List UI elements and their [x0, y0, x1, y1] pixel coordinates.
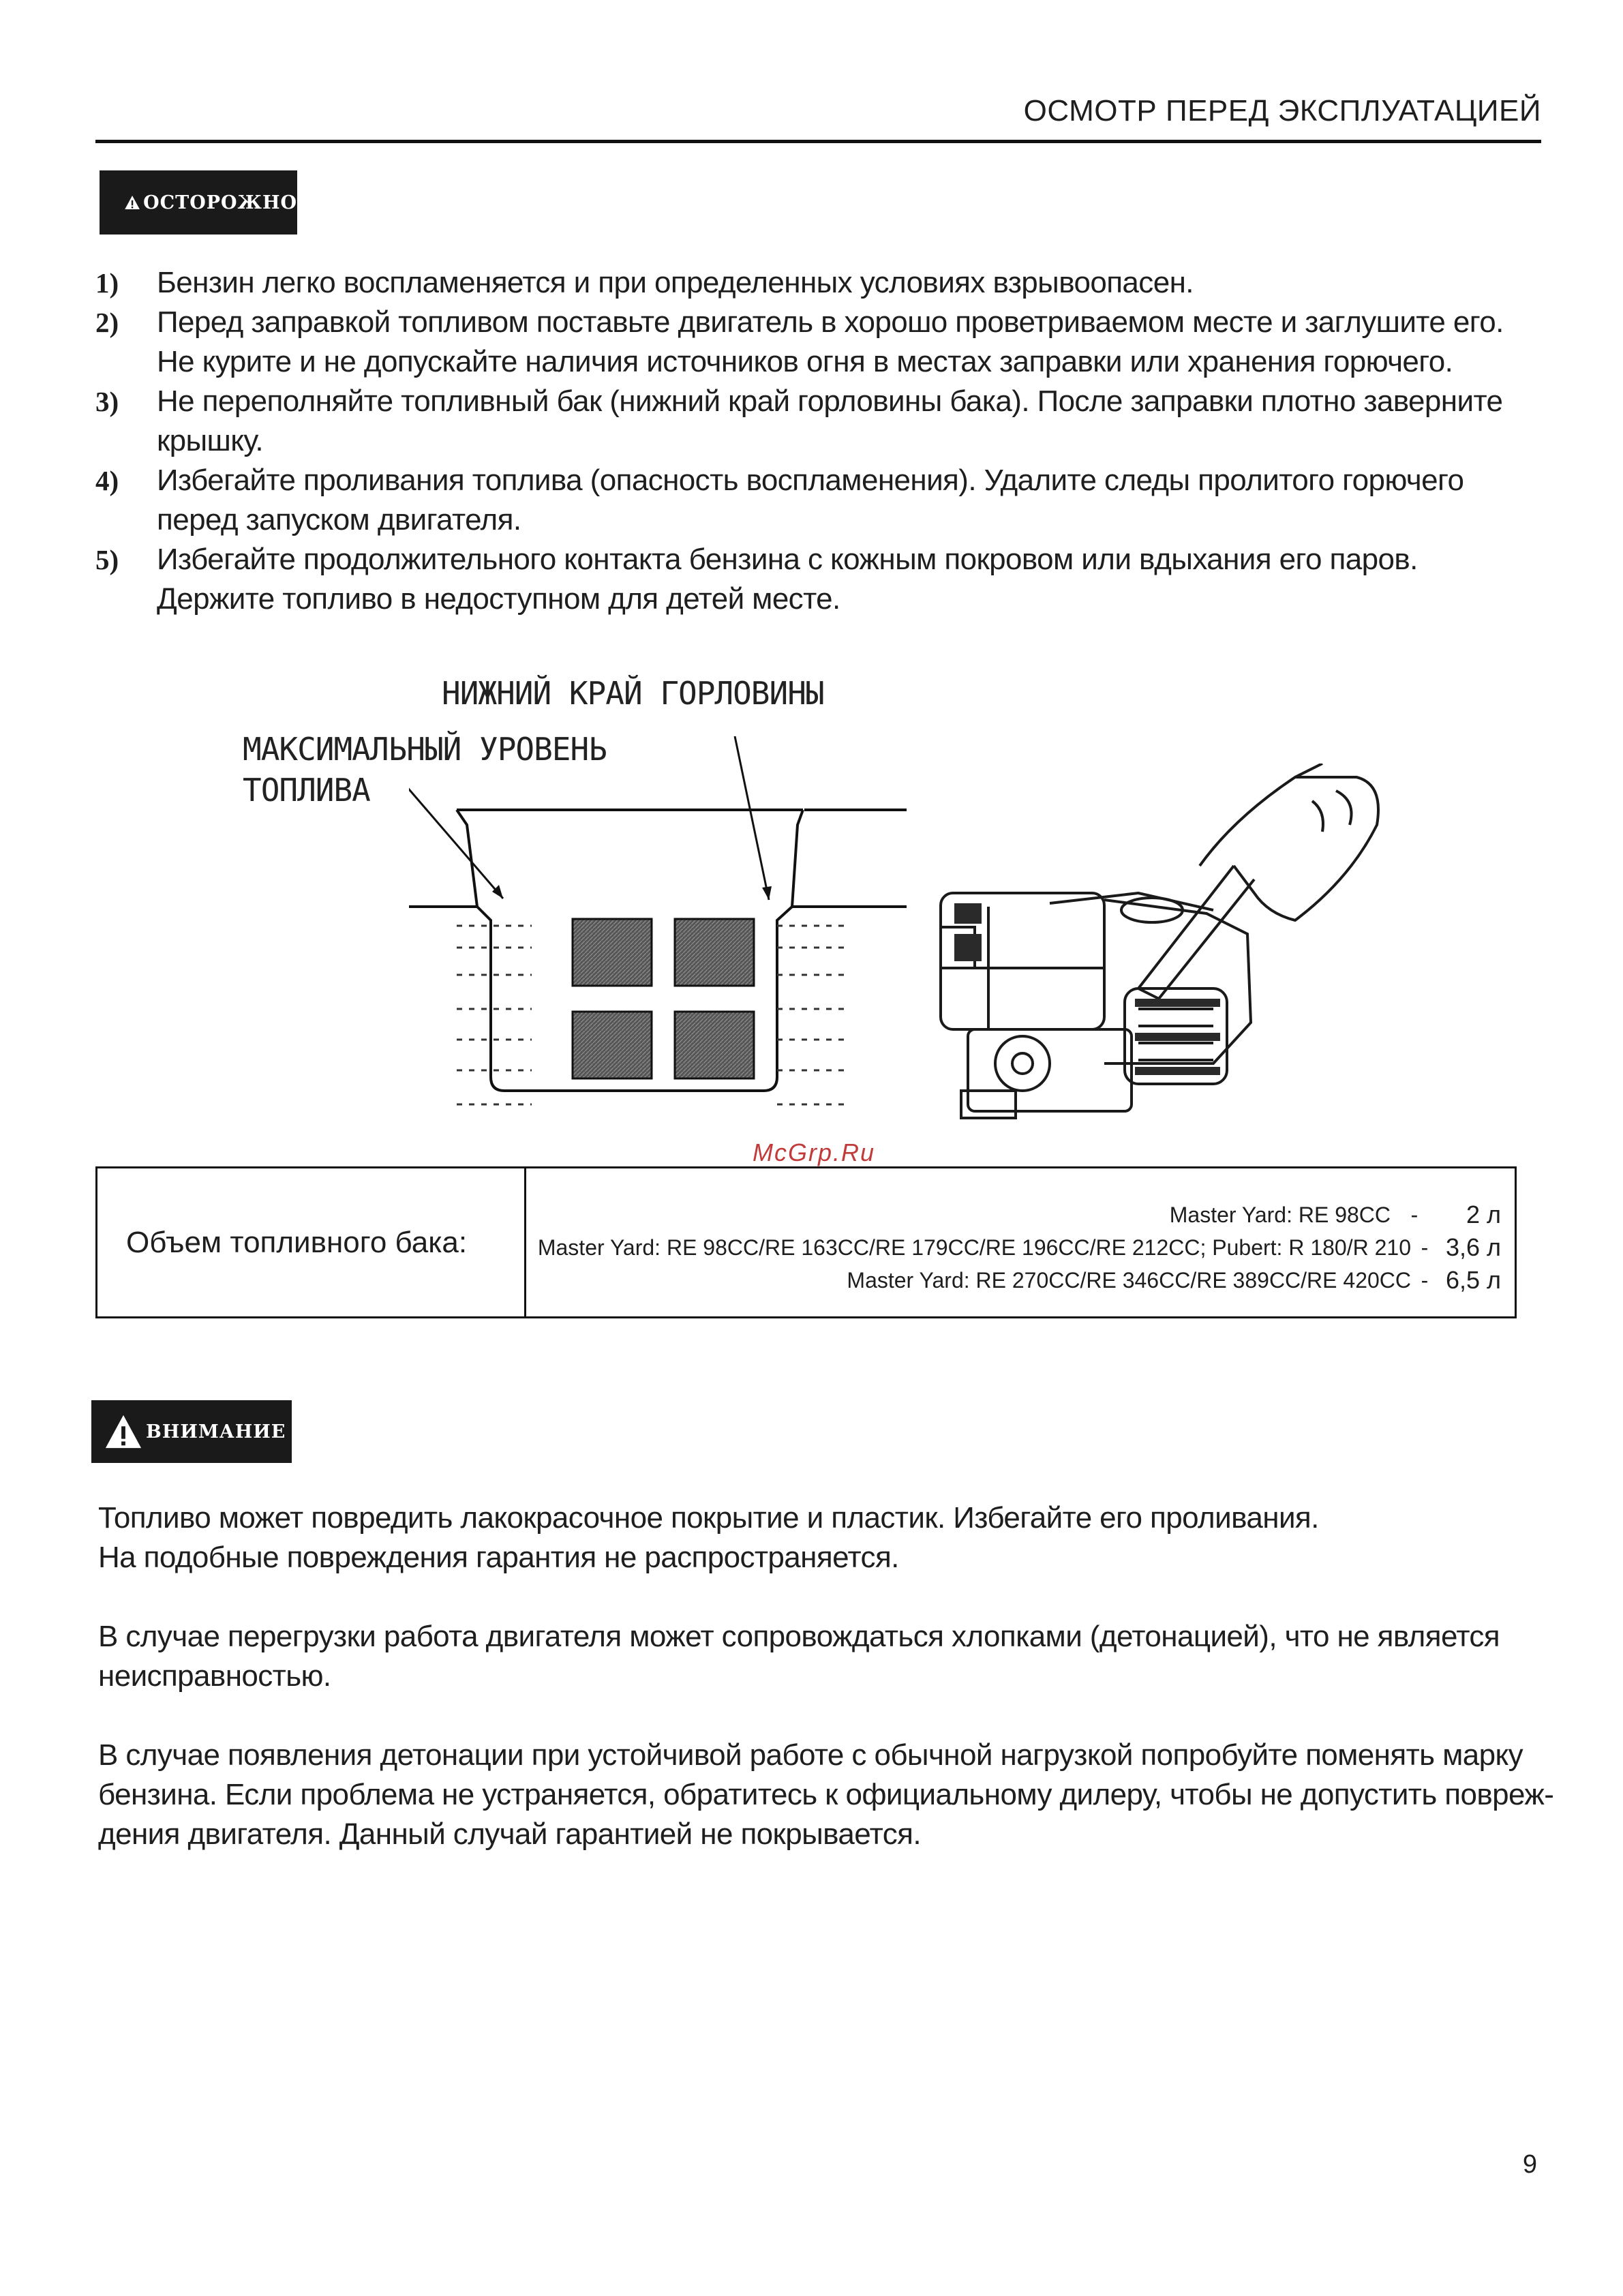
- separator: -: [1421, 1268, 1429, 1293]
- attention-label: ВНИМАНИЕ: [146, 1421, 286, 1442]
- list-line: Бензин легко воспламеняется и при определенных условиях взрывоопасен.: [157, 266, 1194, 299]
- warning-triangle-icon: [104, 1413, 143, 1451]
- paragraph-line: дения двигателя. Данный случай гарантией не покрывается.: [98, 1817, 921, 1851]
- caution-label: ОСТОРОЖНО: [143, 192, 297, 213]
- list-line: Держите топливо в недоступном для детей месте.: [157, 582, 840, 616]
- paragraph-line: В случае перегрузки работа двигателя может сопровождаться хлопками (детонацией), что не является: [98, 1620, 1500, 1653]
- list-number: 1): [95, 267, 119, 299]
- fuel-tank-diagram: [409, 736, 927, 1132]
- paragraph-line: бензина. Если проблема не устраняется, обратитесь к официальному дилеру, чтобы не допустить повреж-: [98, 1778, 1554, 1811]
- table-row: [526, 1231, 1501, 1264]
- models: Master Yard: RE 98CC: [1169, 1203, 1391, 1227]
- caution-list: [95, 263, 1554, 619]
- list-item: [95, 540, 1554, 619]
- section-title: ОСМОТР ПЕРЕД ЭКСПЛУАТАЦИЕЙ: [1023, 94, 1541, 127]
- paragraph: [98, 1617, 1557, 1696]
- warning-triangle-icon: [124, 183, 140, 222]
- engine-refueling-illustration: [913, 764, 1411, 1145]
- list-line: Перед заправкой топливом поставьте двигатель в хорошо проветриваемом месте и заглушите его.: [157, 305, 1504, 339]
- list-line: крышку.: [157, 424, 264, 457]
- tank-capacity-table: [95, 1166, 1517, 1318]
- list-item: [95, 461, 1554, 540]
- list-number: 2): [95, 307, 119, 338]
- capacity-value: 2 л: [1466, 1200, 1501, 1228]
- header-divider: [95, 140, 1541, 143]
- list-line: перед запуском двигателя.: [157, 503, 521, 537]
- models: Master Yard: RE 98CC/RE 163CC/RE 179CC/RE 196CC/RE 212CC; Pubert: R 180/R 210: [537, 1235, 1411, 1260]
- separator: -: [1421, 1235, 1429, 1260]
- list-number: 3): [95, 386, 119, 417]
- page-number: 9: [1522, 2150, 1537, 2179]
- list-item: [95, 382, 1554, 461]
- paragraph: [98, 1498, 1557, 1577]
- tank-capacity-label: Объем топливного бака:: [97, 1168, 526, 1316]
- label-neck-edge: НИЖНИЙ КРАЙ ГОРЛОВИНЫ: [442, 675, 824, 712]
- models: Master Yard: RE 270CC/RE 346CC/RE 389CC/RE 420CC: [847, 1268, 1411, 1293]
- list-item: [95, 303, 1554, 382]
- capacity-value: 6,5 л: [1445, 1266, 1501, 1294]
- list-line: Не курите и не допускайте наличия источников огня в местах заправки или хранения горючего.: [157, 345, 1453, 378]
- paragraph-line: Топливо может повредить лакокрасочное покрытие и пластик. Избегайте его проливания.: [98, 1501, 1319, 1535]
- paragraph: [98, 1736, 1557, 1854]
- watermark: McGrp.Ru: [753, 1138, 876, 1166]
- table-row: [526, 1198, 1501, 1231]
- list-line: Избегайте продолжительного контакта бензина с кожным покровом или вдыхания его паров.: [157, 543, 1418, 576]
- list-line: Не переполняйте топливный бак (нижний край горловины бака). После заправки плотно заверните: [157, 384, 1503, 418]
- list-number: 4): [95, 465, 119, 496]
- attention-badge: [91, 1400, 292, 1463]
- tank-capacity-values: [526, 1168, 1515, 1316]
- paragraph-line: На подобные повреждения гарантия не распространяется.: [98, 1541, 899, 1574]
- paragraph-line: неисправностью.: [98, 1659, 331, 1693]
- list-line: Избегайте проливания топлива (опасность воспламенения). Удалите следы пролитого горючего: [157, 464, 1464, 497]
- caution-badge: [100, 170, 297, 235]
- list-number: 5): [95, 544, 119, 575]
- label-max-level-fuel: ТОПЛИВА: [243, 772, 370, 809]
- label-max-level: МАКСИМАЛЬНЫЙ УРОВЕНЬ: [243, 731, 607, 768]
- capacity-value: 3,6 л: [1445, 1233, 1501, 1261]
- list-item: [95, 263, 1554, 303]
- separator: -: [1410, 1203, 1419, 1227]
- table-row: [526, 1264, 1501, 1297]
- paragraph-line: В случае появления детонации при устойчивой работе с обычной нагрузкой попробуйте поменять марку: [98, 1738, 1523, 1772]
